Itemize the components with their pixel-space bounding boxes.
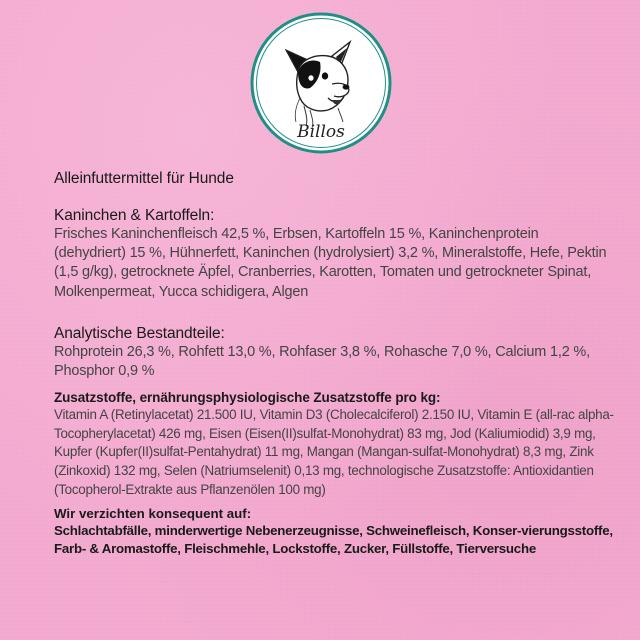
exclusions-text: Schlachtabfälle, minderwertige Nebenerzeugnisse, Schweinefleisch, Konser-vierungsstoffe, Farb- & Aromastoffe, Fleischmehle, Lockstoffe, Zucker, Füllstoffe, Tierversuche: [54, 523, 613, 556]
label-content: [54, 170, 614, 557]
additives-heading: Zusatzstoffe, ernährungsphysiologische Zusatzstoffe pro kg:: [54, 390, 441, 406]
brand-name: Billos: [297, 122, 345, 142]
composition-heading-text: Kaninchen & Kartoffeln: [54, 207, 211, 224]
analytical-heading: Analytische Bestandteile:: [54, 324, 225, 342]
composition-heading: [54, 207, 614, 225]
additives-section: [54, 389, 614, 499]
composition-section: [54, 207, 614, 302]
dog-head-logo-icon: [248, 10, 394, 156]
product-title: Alleinfuttermittel für Hunde: [54, 170, 234, 187]
composition-heading-colon: :: [210, 207, 215, 224]
exclusions-heading: Wir verzichten konsequent auf:: [54, 506, 252, 522]
analytical-section: [54, 325, 614, 381]
composition-text: Frisches Kaninchenfleisch 42,5 %, Erbsen, Kartoffeln 15 %, Kaninchenprotein (dehydriert) 15 %, Hühnerfett, Kaninchen (hydrolysiert) 3,2 %, Mineralstoffe, Hefe, Pektin (1,5 g/kg), getrocknete Äpfel, Cranberries, Karotten, Tomaten und getrockneter Spinat, Molkenpermeat, Yucca schidigera, Algen: [54, 226, 607, 300]
brand-logo: [248, 10, 394, 156]
analytical-text: Rohprotein 26,3 %, Rohfett 13,0 %, Rohfaser 3,8 %, Rohasche 7,0 %, Calcium 1,2 %, Phosphor 0,9 %: [54, 343, 590, 380]
additives-text: Vitamin A (Retinylacetat) 21.500 IU, Vitamin D3 (Cholecalciferol) 2.150 IU, Vitamin E (all-rac alpha-Tocopherylacetat) 426 mg, Eisen (Eisen(II)sulfat-Monohydrat) 83 mg, Jod (Kaliumiodid) 3,9 mg, Kupfer (Kupfer(II)sulfat-Pentahydrat) 11 mg, Mangan (Mangan-sulfat-Monohydrat) 8,3 mg, Zink (Zinkoxid) 132 mg, Selen (Natriumselenit) 0,13 mg, technologische Zusatzstoffe: Antioxidantien (Tocopherol-Extrakte aus Pflanzenölen 100 mg): [54, 407, 614, 497]
exclusions-section: [54, 505, 614, 557]
